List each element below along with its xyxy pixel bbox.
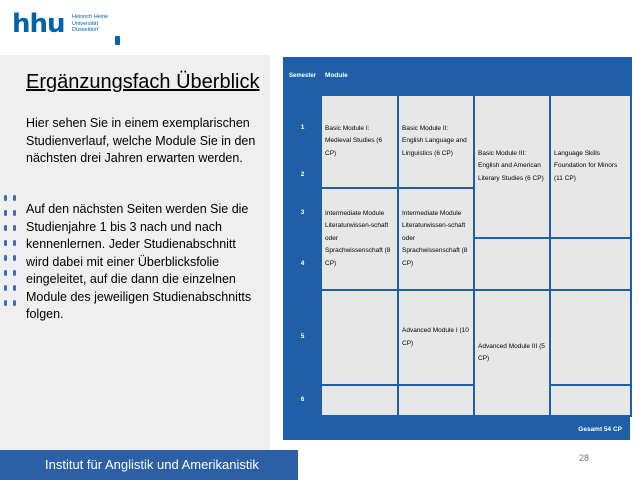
dot — [4, 195, 7, 201]
dot — [4, 285, 7, 291]
dot — [4, 210, 7, 216]
semester-label: 6 — [284, 385, 321, 416]
module-empty — [550, 385, 631, 416]
intro-paragraph: Hier sehen Sie in einem exemplarischen Studienverlauf, welche Module Sie in den nächsten drei Jahren erwarten werden. — [26, 116, 256, 165]
dot — [4, 255, 7, 261]
module-empty — [550, 290, 631, 385]
module-empty — [550, 238, 631, 290]
module-empty — [398, 385, 474, 416]
module-intermediate-1: Intermediate Module Literaturwissen-schaft oder Sprachwissenschaft (8 CP) — [321, 188, 398, 290]
dot — [13, 210, 16, 216]
header-module: Module — [321, 58, 631, 95]
logo-text — [72, 14, 108, 34]
slide-title: Ergänzungsfach Überblick — [26, 71, 260, 93]
header-semester: Semester — [284, 58, 321, 95]
details-paragraph: Auf den nächsten Seiten werden Sie die Studienjahre 1 bis 3 nach und nach kennenlernen. Jeder Studienabschnitt wird dabei mit einer Überblicksfolie eingeleitet, auf die dann die einzelnen Module des jeweiligen Studienabschnitts folgen. — [26, 202, 252, 321]
module-empty — [321, 290, 398, 385]
dot — [4, 300, 7, 306]
module-grid — [283, 57, 632, 417]
module-advanced-3: Advanced Module III (5 CP) — [474, 290, 550, 416]
logo-line: Düsseldorf — [72, 27, 99, 33]
logo-mark: hhu — [12, 9, 65, 39]
decorative-dots — [4, 195, 16, 320]
dot — [13, 255, 16, 261]
dot — [13, 285, 16, 291]
dot — [13, 195, 16, 201]
dot — [13, 225, 16, 231]
dot — [13, 270, 16, 276]
module-empty — [321, 385, 398, 416]
dot — [4, 240, 7, 246]
page-number: 28 — [579, 453, 590, 463]
dot — [13, 300, 16, 306]
institute-footer: Institut für Anglistik und Amerikanistik — [0, 450, 298, 480]
module-basic-2: Basic Module II: English Language and Linguistics (6 CP) — [398, 95, 474, 188]
dot — [13, 240, 16, 246]
module-intermediate-2: Intermediate Module Literaturwissen-schaft oder Sprachwissenschaft (8 CP) — [398, 188, 474, 290]
total-credits: Gesamt 54 CP — [578, 426, 622, 433]
semester-label: 1 — [284, 95, 321, 162]
dot — [4, 270, 7, 276]
module-advanced-1: Advanced Module I (10 CP) — [398, 290, 474, 385]
logo-accent — [115, 36, 120, 45]
dot — [4, 225, 7, 231]
module-empty — [474, 238, 550, 290]
semester-label: 3 — [284, 188, 321, 238]
logo-line: Universität — [72, 20, 98, 27]
hhu-logo — [12, 10, 122, 40]
module-language-skills: Language Skills Foundation for Minors (11 CP) — [550, 95, 631, 238]
semester-label: 5 — [284, 290, 321, 385]
module-basic-1: Basic Module I: Medieval Studies (6 CP) — [321, 95, 398, 188]
module-basic-3: Basic Module III: English and American Literary Studies (6 CP) — [474, 95, 550, 238]
semester-label: 2 — [284, 162, 321, 188]
semester-label: 4 — [284, 238, 321, 290]
logo-line: Heinrich Heine — [72, 14, 109, 20]
module-table — [283, 57, 630, 440]
